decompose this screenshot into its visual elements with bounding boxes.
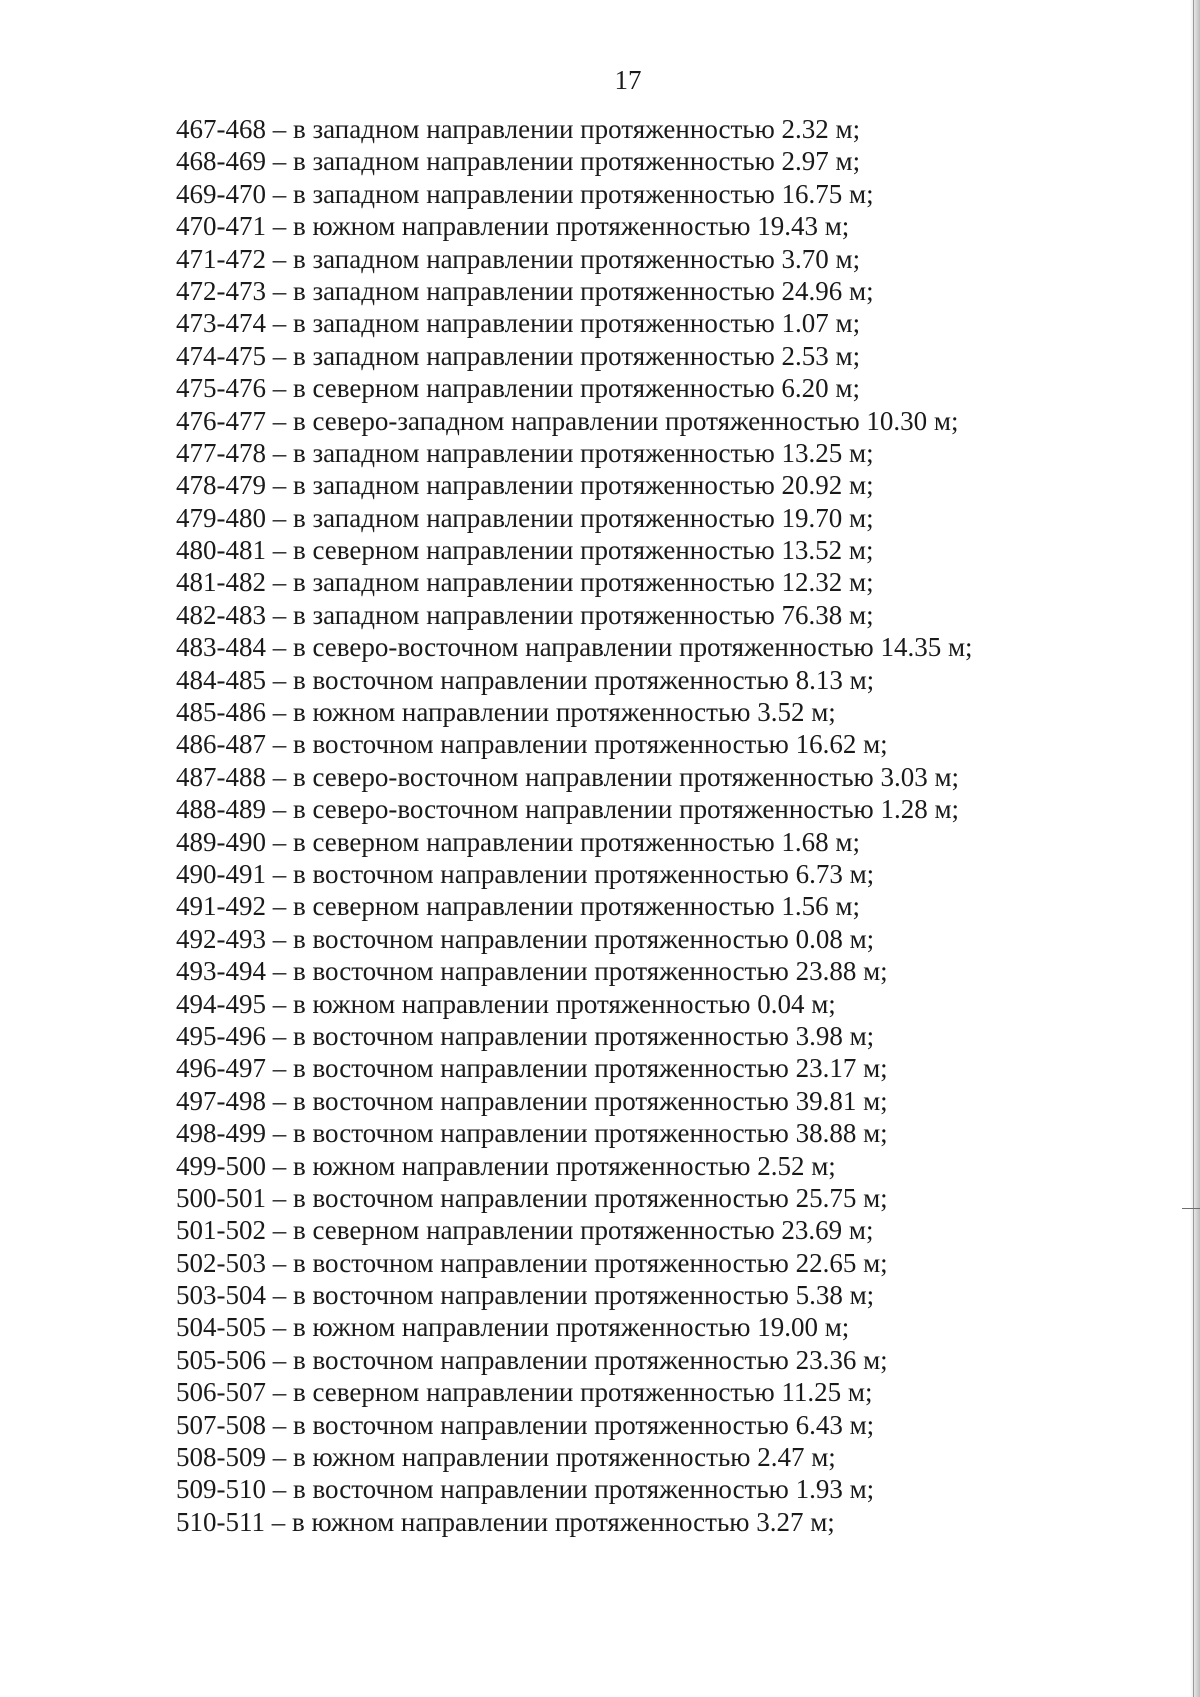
boundary-segment-line: 499-500 – в южном направлении протяженностью 2.52 м; [176, 1150, 836, 1181]
boundary-segment-line: 469-470 – в западном направлении протяженностью 16.75 м; [176, 178, 874, 209]
boundary-segment-line: 510-511 – в южном направлении протяженностью 3.27 м; [176, 1506, 835, 1537]
boundary-segment-line: 504-505 – в южном направлении протяженностью 19.00 м; [176, 1312, 850, 1343]
boundary-segment-line: 483-484 – в северо-восточном направлении протяженностью 14.35 м; [176, 632, 973, 663]
boundary-segment-line: 498-499 – в восточном направлении протяженностью 38.88 м; [176, 1118, 888, 1149]
boundary-segment-line: 475-476 – в северном направлении протяженностью 6.20 м; [176, 373, 861, 404]
boundary-segment-line: 493-494 – в восточном направлении протяженностью 23.88 м; [176, 956, 888, 987]
boundary-segment-line: 492-493 – в восточном направлении протяженностью 0.08 м; [176, 923, 875, 954]
boundary-segment-line: 494-495 – в южном направлении протяженностью 0.04 м; [176, 988, 836, 1019]
boundary-segment-line: 505-506 – в восточном направлении протяженностью 23.36 м; [176, 1344, 888, 1375]
boundary-segment-line: 467-468 – в западном направлении протяженностью 2.32 м; [176, 114, 861, 144]
boundary-segment-line: 479-480 – в западном направлении протяженностью 19.70 м; [176, 502, 874, 533]
boundary-segment-line: 502-503 – в восточном направлении протяженностью 22.65 м; [176, 1247, 888, 1278]
scan-edge-shadow [1190, 0, 1200, 1697]
boundary-segment-line: 486-487 – в восточном направлении протяженностью 16.62 м; [176, 729, 888, 760]
boundary-segment-line: 484-485 – в восточном направлении протяженностью 8.13 м; [176, 664, 875, 695]
boundary-segment-line: 497-498 – в восточном направлении протяженностью 39.81 м; [176, 1085, 888, 1116]
boundary-segment-line: 496-497 – в восточном направлении протяженностью 23.17 м; [176, 1053, 888, 1084]
boundary-segment-line: 480-481 – в северном направлении протяженностью 13.52 м; [176, 535, 874, 566]
boundary-segment-line: 488-489 – в северо-восточном направлении протяженностью 1.28 м; [176, 794, 960, 825]
boundary-segment-line: 470-471 – в южном направлении протяженностью 19.43 м; [176, 211, 850, 242]
boundary-segment-line: 473-474 – в западном направлении протяженностью 1.07 м; [176, 308, 861, 339]
boundary-segment-line: 491-492 – в северном направлении протяженностью 1.56 м; [176, 891, 861, 922]
boundary-segment-line: 508-509 – в южном направлении протяженностью 2.47 м; [176, 1442, 836, 1473]
boundary-segment-line: 476-477 – в северо-западном направлении протяженностью 10.30 м; [176, 405, 959, 436]
boundary-segment-line: 507-508 – в восточном направлении протяженностью 6.43 м; [176, 1409, 875, 1440]
boundary-segment-list [176, 113, 973, 1538]
boundary-segment-line: 500-501 – в восточном направлении протяженностью 25.75 м; [176, 1182, 888, 1213]
boundary-segment-line: 487-488 – в северо-восточном направлении протяженностью 3.03 м; [176, 761, 960, 792]
boundary-segment-line: 503-504 – в восточном направлении протяженностью 5.38 м; [176, 1280, 875, 1311]
boundary-segment-line: 481-482 – в западном направлении протяженностью 12.32 м; [176, 567, 874, 598]
boundary-segment-line: 509-510 – в восточном направлении протяженностью 1.93 м; [176, 1474, 875, 1505]
boundary-segment-line: 478-479 – в западном направлении протяженностью 20.92 м; [176, 470, 874, 501]
scan-edge-line [1193, 0, 1194, 1697]
boundary-segment-line: 495-496 – в восточном направлении протяженностью 3.98 м; [176, 1020, 875, 1051]
boundary-segment-line: 506-507 – в северном направлении протяженностью 11.25 м; [176, 1377, 873, 1408]
boundary-segment-line: 490-491 – в восточном направлении протяженностью 6.73 м; [176, 858, 875, 889]
boundary-segment-line: 471-472 – в западном направлении протяженностью 3.70 м; [176, 243, 861, 274]
boundary-segment-line: 489-490 – в северном направлении протяженностью 1.68 м; [176, 826, 861, 857]
boundary-segment-line: 485-486 – в южном направлении протяженностью 3.52 м; [176, 697, 836, 728]
page-number: 17 [614, 65, 642, 95]
boundary-segment-line: 468-469 – в западном направлении протяженностью 2.97 м; [176, 146, 861, 177]
boundary-segment-line: 472-473 – в западном направлении протяженностью 24.96 м; [176, 275, 874, 306]
boundary-segment-line: 477-478 – в западном направлении протяженностью 13.25 м; [176, 437, 874, 468]
boundary-segment-line: 501-502 – в северном направлении протяженностью 23.69 м; [176, 1215, 874, 1246]
boundary-segment-line: 482-483 – в западном направлении протяженностью 76.38 м; [176, 599, 874, 630]
boundary-segment-line: 474-475 – в западном направлении протяженностью 2.53 м; [176, 340, 861, 371]
scan-edge-mark [1182, 1208, 1200, 1209]
